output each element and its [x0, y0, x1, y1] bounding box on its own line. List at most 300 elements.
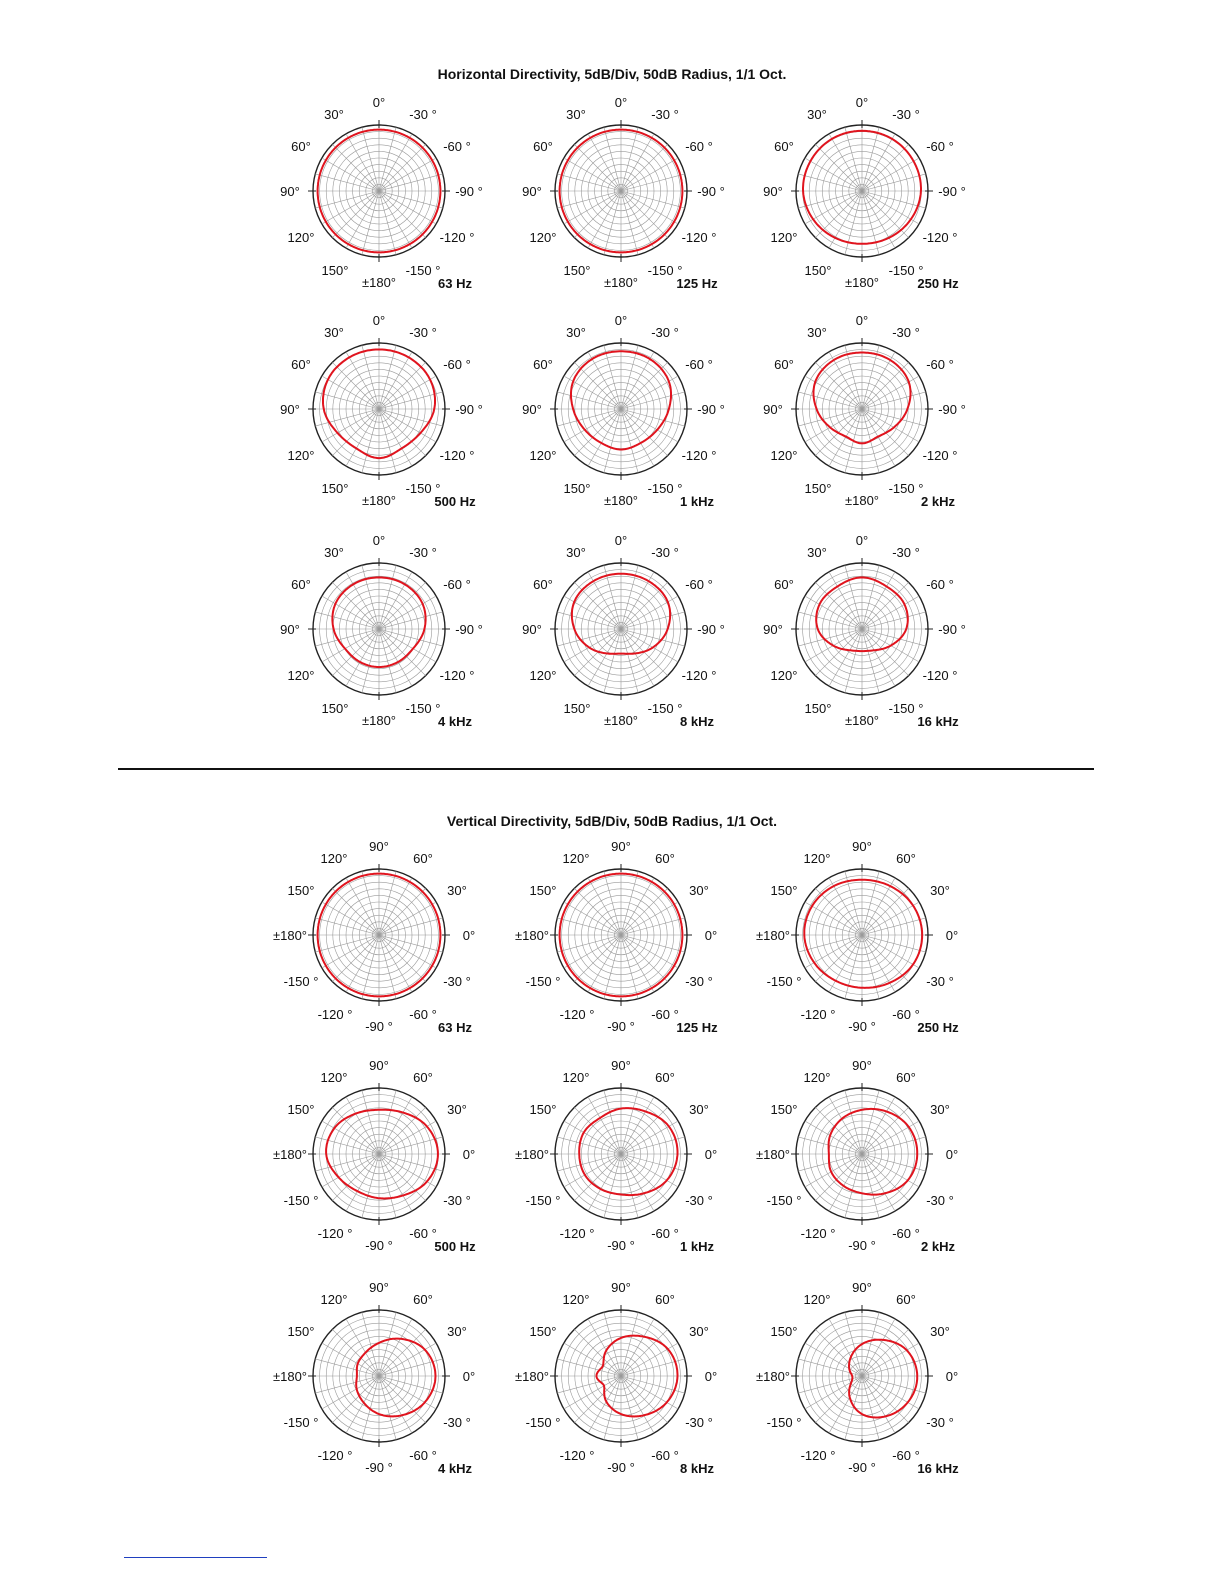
angle-label: 0° [372, 95, 386, 110]
angle-label: 30° [689, 1324, 709, 1339]
polar-spoke [322, 376, 379, 409]
polar-spoke [379, 565, 396, 629]
angle-label: -60 ° [651, 1007, 679, 1022]
polar-spoke [621, 629, 654, 686]
angle-label: -150 ° [525, 974, 561, 989]
angle-label: -90 ° [607, 1238, 635, 1253]
angle-label: 120° [320, 1070, 348, 1085]
angle-label: -120 ° [800, 1007, 836, 1022]
angle-label: -120 ° [922, 668, 958, 683]
angle-label: 0° [704, 928, 718, 943]
angle-label: -60 ° [892, 1226, 920, 1241]
polar-spoke [621, 935, 685, 952]
frequency-label: 125 Hz [676, 276, 718, 291]
polar-spoke [379, 1376, 436, 1409]
polar-spoke [862, 629, 879, 693]
polar-spoke [379, 409, 396, 473]
angle-label: 60° [533, 577, 553, 592]
polar-spoke [379, 1090, 396, 1154]
polar-spoke [557, 191, 621, 208]
angle-label: -90 ° [607, 1460, 635, 1475]
polar-spoke [379, 902, 436, 935]
angle-label: -90 ° [938, 402, 966, 417]
angle-label: 0° [945, 1147, 959, 1162]
polar-spoke [862, 1312, 879, 1376]
polar-spoke [604, 127, 621, 191]
polar-spoke [862, 191, 895, 248]
angle-label: -60 ° [409, 1226, 437, 1241]
angle-label: 90° [369, 1058, 389, 1073]
polar-spoke [379, 629, 412, 686]
polar-spoke [588, 134, 621, 191]
v-polar-plot [515, 1058, 717, 1254]
frequency-label: 8 kHz [680, 1461, 714, 1476]
angle-label: ±180° [755, 1369, 791, 1384]
polar-spoke [621, 409, 638, 473]
angle-label: -150 ° [766, 1193, 802, 1208]
polar-spoke [845, 1376, 862, 1440]
angle-label: 90° [763, 622, 783, 637]
polar-spoke [862, 127, 879, 191]
angle-label: 30° [566, 545, 586, 560]
polar-spoke [379, 612, 443, 629]
angle-label: 120° [529, 668, 557, 683]
polar-spoke [315, 392, 379, 409]
frequency-label: 250 Hz [917, 1020, 959, 1035]
angle-label: -90 ° [697, 184, 725, 199]
polar-spoke [621, 1376, 638, 1440]
angle-label: -90 ° [848, 1019, 876, 1034]
polar-spoke [379, 376, 436, 409]
polar-spoke [862, 1376, 895, 1433]
polar-spoke [379, 127, 396, 191]
polar-spoke [862, 918, 926, 935]
polar-spoke [588, 878, 621, 935]
polar-spoke [805, 1121, 862, 1154]
polar-spoke [346, 935, 379, 992]
angle-label: -60 ° [651, 1448, 679, 1463]
polar-spoke [346, 1097, 379, 1154]
polar-spoke [829, 1154, 862, 1211]
angle-label: 120° [803, 851, 831, 866]
polar-spoke [362, 345, 379, 409]
polar-spoke [604, 1090, 621, 1154]
angle-label: -30 ° [651, 545, 679, 560]
angle-label: -150 ° [405, 263, 441, 278]
polar-spoke [798, 409, 862, 426]
angle-label: ±180° [361, 713, 397, 728]
angle-label: -120 ° [317, 1448, 353, 1463]
angle-label: 60° [413, 851, 433, 866]
polar-spoke [379, 1376, 396, 1440]
angle-label: 60° [774, 357, 794, 372]
polar-spoke [862, 1154, 879, 1218]
polar-spoke [315, 1359, 379, 1376]
polar-spoke [346, 878, 379, 935]
polar-spoke [829, 134, 862, 191]
polar-spoke [621, 1097, 654, 1154]
polar-spoke [379, 191, 443, 208]
polar-spoke [621, 191, 685, 208]
polar-spoke [862, 409, 895, 466]
angle-label: -150 ° [283, 1415, 319, 1430]
angle-label: 30° [689, 1102, 709, 1117]
polar-spoke [862, 902, 919, 935]
angle-label: -90 ° [938, 622, 966, 637]
horizontal-directivity-title: Horizontal Directivity, 5dB/Div, 50dB Radius, 1/1 Oct. [437, 66, 787, 82]
polar-spoke [588, 1154, 621, 1211]
polar-spoke [805, 1154, 862, 1187]
polar-spoke [862, 1319, 895, 1376]
polar-spoke [315, 1137, 379, 1154]
angle-label: 120° [529, 230, 557, 245]
frequency-label: 4 kHz [438, 1461, 472, 1476]
angle-label: 60° [774, 577, 794, 592]
angle-label: 0° [855, 95, 869, 110]
polar-spoke [346, 1154, 379, 1211]
polar-spoke [621, 345, 638, 409]
polar-spoke [862, 1376, 919, 1409]
polar-spoke [315, 612, 379, 629]
angle-label: -120 ° [559, 1448, 595, 1463]
polar-spoke [379, 1319, 412, 1376]
polar-spoke [798, 191, 862, 208]
angle-label: 150° [321, 481, 349, 496]
h-polar-plot [763, 313, 966, 509]
polar-spoke [564, 158, 621, 191]
angle-label: -60 ° [685, 357, 713, 372]
polar-spoke [621, 1312, 638, 1376]
frequency-label: 16 kHz [917, 1461, 959, 1476]
polar-spoke [362, 1090, 379, 1154]
polar-spoke [621, 1343, 678, 1376]
angle-label: 60° [655, 851, 675, 866]
angle-label: 90° [522, 622, 542, 637]
angle-label: ±180° [603, 713, 639, 728]
angle-label: 0° [614, 533, 628, 548]
polar-spoke [379, 629, 436, 662]
angle-label: -90 ° [607, 1019, 635, 1034]
polar-spoke [862, 565, 879, 629]
polar-spoke [621, 1376, 654, 1433]
angle-label: 120° [803, 1292, 831, 1307]
polar-spoke [379, 1154, 412, 1211]
angle-label: 90° [522, 402, 542, 417]
angle-label: 90° [611, 839, 631, 854]
angle-label: -150 ° [888, 701, 924, 716]
angle-label: 90° [852, 1280, 872, 1295]
polar-spoke [564, 935, 621, 968]
polar-spoke [322, 629, 379, 662]
angle-label: -30 ° [926, 1415, 954, 1430]
angle-label: -120 ° [681, 448, 717, 463]
polar-spoke [315, 629, 379, 646]
polar-spoke [588, 935, 621, 992]
angle-label: 150° [321, 263, 349, 278]
polar-spoke [588, 352, 621, 409]
polar-spoke [621, 174, 685, 191]
angle-label: 90° [280, 184, 300, 199]
polar-spoke [805, 596, 862, 629]
frequency-label: 2 kHz [921, 1239, 955, 1254]
angle-label: 150° [563, 263, 591, 278]
polar-spoke [346, 1319, 379, 1376]
frequency-label: 250 Hz [917, 276, 959, 291]
polar-spoke [315, 191, 379, 208]
polar-spoke [805, 409, 862, 442]
angle-label: 60° [533, 357, 553, 372]
angle-label: ±180° [272, 1147, 308, 1162]
polar-spoke [379, 935, 396, 999]
angle-label: 0° [372, 533, 386, 548]
polar-spoke [604, 935, 621, 999]
frequency-label: 1 kHz [680, 1239, 714, 1254]
h-polar-plot [280, 95, 483, 291]
angle-label: 150° [770, 1102, 798, 1117]
polar-spoke [621, 902, 678, 935]
polar-spoke [829, 409, 862, 466]
polar-spoke [862, 1154, 919, 1187]
polar-spoke [621, 134, 654, 191]
angle-label: 30° [566, 325, 586, 340]
angle-label: 90° [852, 839, 872, 854]
angle-label: 0° [614, 95, 628, 110]
polar-spoke [564, 1343, 621, 1376]
polar-spoke [862, 174, 926, 191]
polar-spoke [557, 174, 621, 191]
polar-spoke [588, 1097, 621, 1154]
angle-label: -60 ° [651, 1226, 679, 1241]
angle-label: 60° [896, 1292, 916, 1307]
polar-spoke [362, 1376, 379, 1440]
polar-spoke [346, 352, 379, 409]
angle-label: 0° [704, 1147, 718, 1162]
polar-spoke [621, 1376, 678, 1409]
polar-spoke [862, 1097, 895, 1154]
polar-spoke [621, 629, 678, 662]
polar-spoke [322, 158, 379, 191]
angle-label: -60 ° [685, 577, 713, 592]
polar-spoke [557, 612, 621, 629]
polar-spoke [604, 345, 621, 409]
polar-spoke [588, 1319, 621, 1376]
angle-label: -60 ° [926, 357, 954, 372]
angle-label: 150° [529, 1102, 557, 1117]
angle-label: 90° [369, 1280, 389, 1295]
angle-label: 150° [287, 1324, 315, 1339]
polar-spoke [315, 935, 379, 952]
angle-label: 60° [291, 139, 311, 154]
polar-spoke [621, 191, 678, 224]
angle-label: -120 ° [439, 448, 475, 463]
angle-label: 30° [447, 1102, 467, 1117]
polar-spoke [379, 352, 412, 409]
angle-label: 0° [372, 313, 386, 328]
polar-spoke [798, 918, 862, 935]
polar-spoke [379, 191, 396, 255]
polar-spoke [564, 902, 621, 935]
polar-spoke [829, 1097, 862, 1154]
polar-spoke [604, 871, 621, 935]
polar-spoke [362, 409, 379, 473]
angle-label: -60 ° [892, 1007, 920, 1022]
angle-label: -60 ° [892, 1448, 920, 1463]
angle-label: -120 ° [317, 1226, 353, 1241]
polar-spoke [322, 1121, 379, 1154]
polar-spoke [379, 1154, 443, 1171]
polar-spoke [322, 1376, 379, 1409]
angle-label: 60° [896, 851, 916, 866]
angle-label: 0° [704, 1369, 718, 1384]
polar-spoke [557, 629, 621, 646]
polar-spoke [621, 191, 638, 255]
polar-spoke [829, 629, 862, 686]
polar-spoke [557, 1137, 621, 1154]
polar-spoke [621, 191, 654, 248]
polar-spoke [845, 1090, 862, 1154]
angle-label: -120 ° [439, 230, 475, 245]
polar-spoke [557, 1359, 621, 1376]
angle-label: 30° [324, 545, 344, 560]
polar-spoke [557, 918, 621, 935]
angle-label: 60° [896, 1070, 916, 1085]
angle-label: -120 ° [681, 668, 717, 683]
angle-label: -90 ° [938, 184, 966, 199]
angle-label: -30 ° [651, 325, 679, 340]
polar-spoke [564, 629, 621, 662]
polar-spoke [621, 612, 685, 629]
polar-spoke [379, 191, 412, 248]
v-polar-plot [515, 839, 718, 1035]
angle-label: -120 ° [922, 448, 958, 463]
angle-label: 90° [763, 184, 783, 199]
polar-spoke [862, 612, 926, 629]
angle-label: -150 ° [647, 263, 683, 278]
angle-label: -30 ° [926, 974, 954, 989]
angle-label: 90° [852, 1058, 872, 1073]
polar-spoke [829, 935, 862, 992]
polar-spoke [322, 935, 379, 968]
angle-label: 30° [324, 325, 344, 340]
polar-spoke [621, 1090, 638, 1154]
angle-label: -150 ° [766, 1415, 802, 1430]
angle-label: -120 ° [681, 230, 717, 245]
vertical-directivity-title: Vertical Directivity, 5dB/Div, 50dB Radius, 1/1 Oct. [446, 813, 778, 829]
angle-label: 150° [804, 481, 832, 496]
angle-label: -90 ° [848, 1460, 876, 1475]
h-polar-plot [522, 533, 725, 729]
angle-label: ±180° [755, 928, 791, 943]
polar-spoke [862, 935, 879, 999]
angle-label: ±180° [755, 1147, 791, 1162]
polar-spoke [322, 191, 379, 224]
h-polar-plot [522, 313, 725, 509]
angle-label: ±180° [361, 493, 397, 508]
polar-spoke [315, 918, 379, 935]
angle-label: 120° [287, 230, 315, 245]
angle-label: 60° [291, 577, 311, 592]
polar-spoke [379, 1137, 443, 1154]
angle-label: -120 ° [922, 230, 958, 245]
angle-label: -30 ° [685, 1193, 713, 1208]
frequency-label: 63 Hz [438, 1020, 472, 1035]
polar-spoke [805, 902, 862, 935]
polar-spoke [862, 1343, 919, 1376]
polar-spoke [862, 409, 919, 442]
angle-label: 90° [280, 402, 300, 417]
angle-label: -150 ° [888, 263, 924, 278]
angle-label: 30° [566, 107, 586, 122]
angle-label: -150 ° [405, 481, 441, 496]
polar-spoke [322, 1154, 379, 1187]
polar-spoke [379, 174, 443, 191]
angle-label: 150° [563, 701, 591, 716]
angle-label: 150° [529, 1324, 557, 1339]
angle-label: -150 ° [405, 701, 441, 716]
angle-label: 60° [291, 357, 311, 372]
angle-label: 90° [763, 402, 783, 417]
angle-label: -60 ° [409, 1448, 437, 1463]
angle-label: 120° [529, 448, 557, 463]
angle-label: 120° [320, 851, 348, 866]
v-polar-plot [273, 839, 475, 1035]
polar-spoke [621, 1154, 638, 1218]
polar-spoke [315, 1376, 379, 1393]
polar-spoke [588, 629, 621, 686]
angle-label: -150 ° [888, 481, 924, 496]
angle-label: 90° [611, 1280, 631, 1295]
angle-label: -90 ° [455, 402, 483, 417]
polar-spoke [379, 392, 443, 409]
polar-spoke [862, 1121, 919, 1154]
polar-spoke [362, 127, 379, 191]
h-polar-plot [763, 533, 966, 729]
polar-spoke [379, 629, 443, 646]
angle-label: -150 ° [647, 701, 683, 716]
angle-label: -120 ° [317, 1007, 353, 1022]
polar-spoke [621, 935, 678, 968]
angle-label: -30 ° [651, 107, 679, 122]
v-polar-plot [756, 839, 959, 1035]
angle-label: 0° [462, 1369, 476, 1384]
polar-spoke [798, 392, 862, 409]
polar-spoke [798, 612, 862, 629]
frequency-label: 16 kHz [917, 714, 959, 729]
angle-label: -120 ° [559, 1226, 595, 1241]
v-polar-plot [515, 1280, 717, 1476]
polar-spoke [379, 1376, 412, 1433]
angle-label: 120° [770, 230, 798, 245]
angle-label: -30 ° [409, 325, 437, 340]
polar-spoke [604, 409, 621, 473]
polar-spoke [862, 409, 926, 426]
polar-spoke [362, 565, 379, 629]
angle-label: -30 ° [409, 107, 437, 122]
polar-spoke [379, 1343, 436, 1376]
polar-spoke [315, 174, 379, 191]
polar-spoke [862, 629, 895, 686]
polar-spoke [557, 1154, 621, 1171]
angle-label: 120° [320, 1292, 348, 1307]
polar-spoke [862, 572, 895, 629]
angle-label: -30 ° [443, 1415, 471, 1430]
angle-label: 120° [770, 448, 798, 463]
polar-spoke [862, 596, 919, 629]
polar-spoke [379, 1312, 396, 1376]
angle-label: ±180° [603, 275, 639, 290]
polar-spoke [862, 1090, 879, 1154]
polar-spoke [845, 565, 862, 629]
